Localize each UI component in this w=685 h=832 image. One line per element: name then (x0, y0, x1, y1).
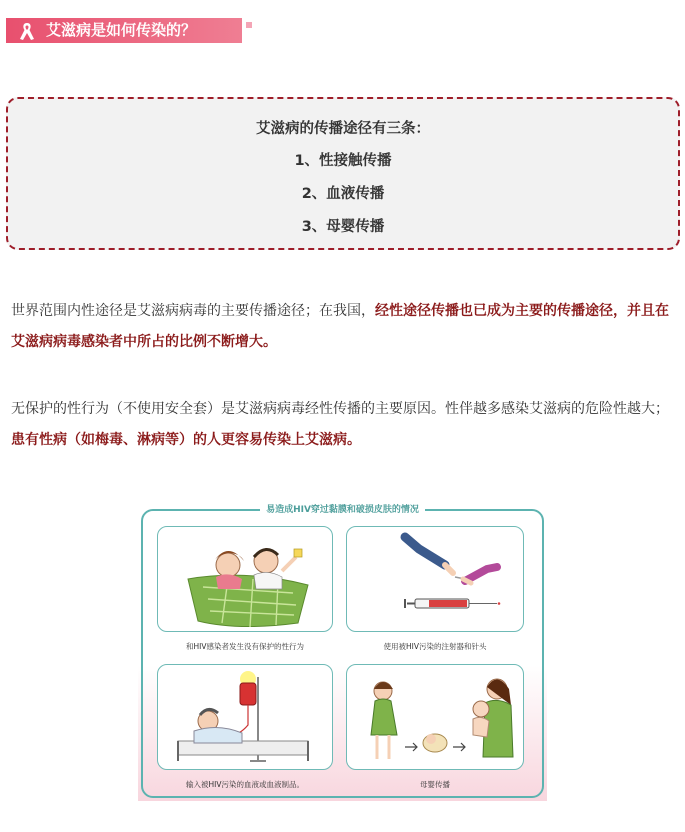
syringe-illustration (347, 527, 524, 632)
ribbon-icon (16, 20, 38, 42)
paragraph-text: 无保护的性行为（不使用安全套）是艾滋病病毒经性传播的主要原因。性伴越多感染艾滋病的危险性越大； (11, 401, 669, 417)
figure-title: 易造成HIV穿过黏膜和破损皮肤的情况 (138, 502, 547, 515)
caption-mother-to-child: 母婴传播 (420, 780, 450, 789)
paragraph-text: 世界范围内性途径是艾滋病病毒的主要传播途径；在我国， (11, 303, 375, 319)
paragraph-emphasis: 患有性病（如梅毒、淋病等）的人更容易传染上艾滋病。 (11, 432, 361, 448)
panel-unprotected-sex (157, 526, 333, 632)
route-item: 3、母婴传播 (301, 219, 385, 235)
panel-mother-to-child (346, 664, 524, 770)
section-title-bar (6, 18, 242, 43)
panel-blood-transfusion (157, 664, 333, 770)
hiv-transmission-illustration (138, 500, 547, 801)
route-item: 2、血液传播 (301, 186, 385, 202)
caption-unprotected-sex: 和HIV感染者发生没有保护的性行为 (186, 642, 304, 651)
paragraph-emphasis: 经性途径传播也已成为主要的传播途径，并且在艾滋病病毒感染者中所占的比例不断增大。 (11, 303, 669, 350)
section-title: 艾滋病是如何传染的？ (46, 21, 197, 39)
couple-in-bed-illustration (158, 527, 333, 632)
caption-syringe: 使用被HIV污染的注射器和针头 (383, 642, 487, 651)
transmission-routes-box (6, 97, 680, 250)
blood-transfusion-illustration (158, 665, 333, 770)
paragraph-unprotected-sex (11, 394, 676, 456)
routes-heading: 艾滋病的传播途径有三条： (256, 121, 430, 137)
paragraph-sexual-route (11, 296, 676, 358)
route-item: 1、性接触传播 (294, 153, 392, 169)
panel-syringe (346, 526, 524, 632)
caption-blood-transfusion: 输入被HIV污染的血液或血液制品。 (186, 780, 304, 789)
mother-to-child-illustration (347, 665, 524, 770)
title-decoration (246, 22, 252, 28)
